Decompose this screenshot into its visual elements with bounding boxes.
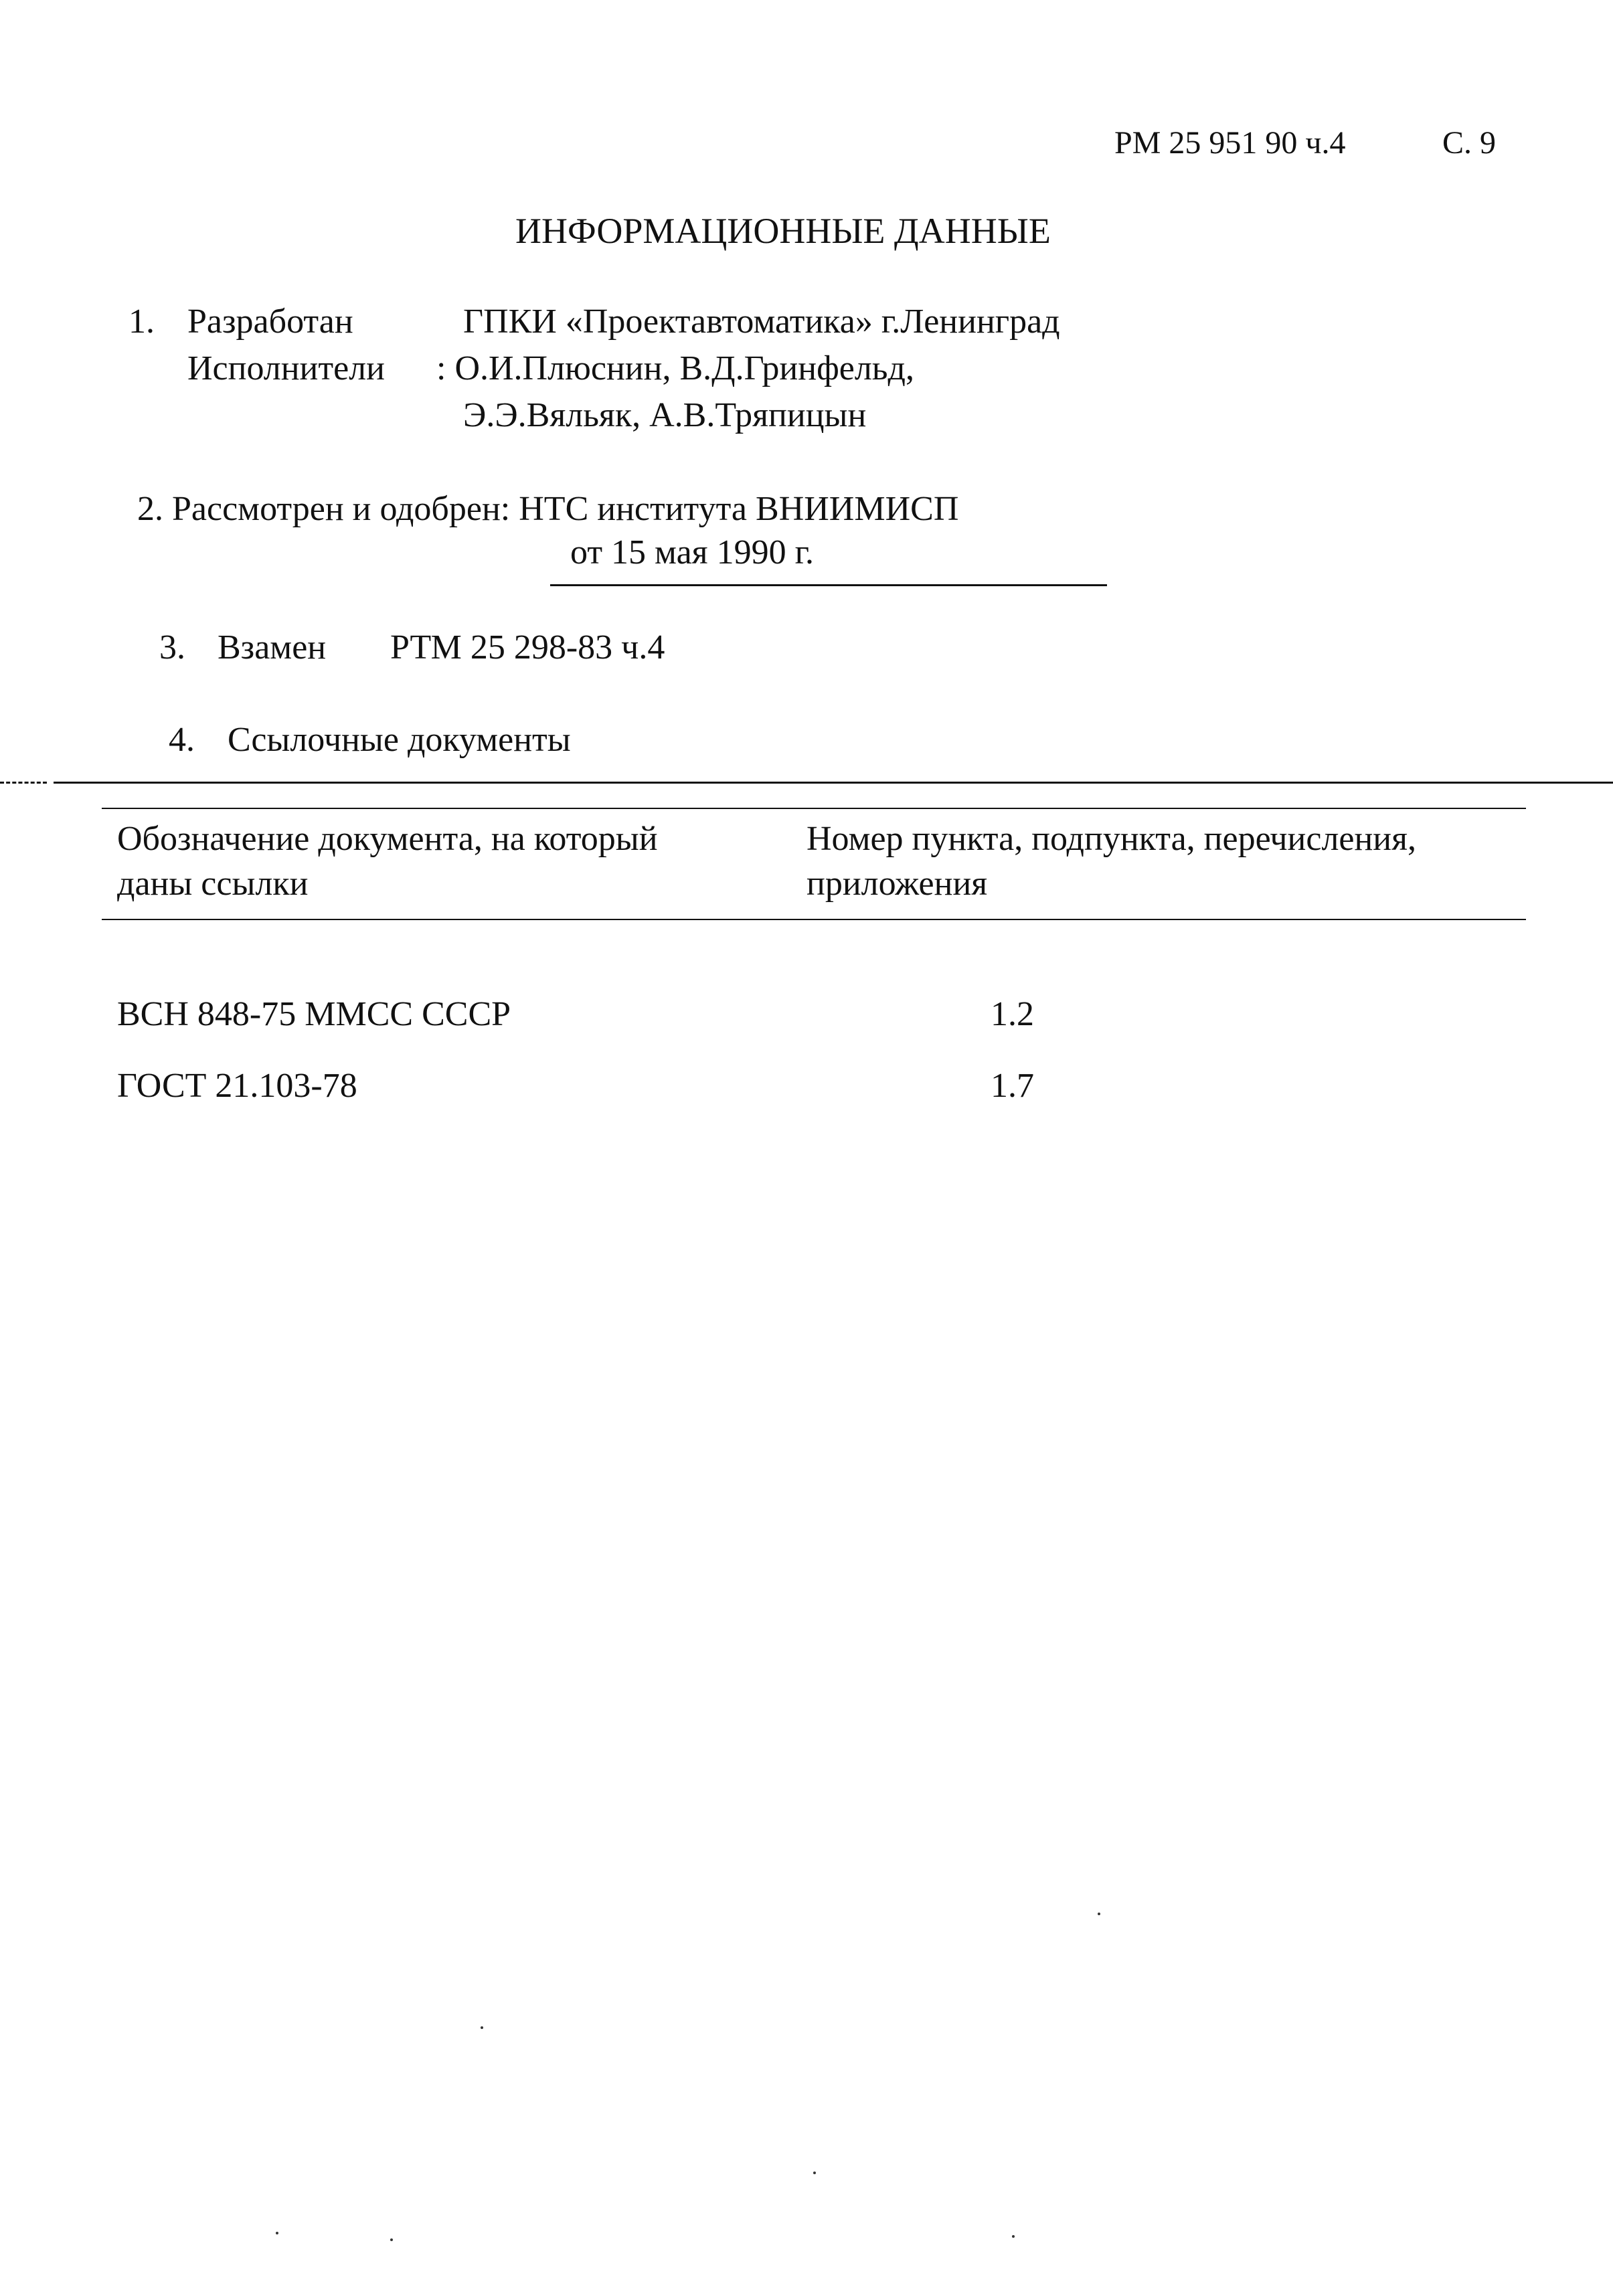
section2-text: 2. Рассмотрен и одобрен: НТС института ВНИИМИСП [137, 490, 959, 528]
table-header-doc-line1: Обозначение документа, на который [117, 820, 658, 858]
section1-executors-label: Исполнители [187, 349, 385, 387]
page-divider [54, 782, 1613, 784]
page-number: С. 9 [1442, 125, 1497, 161]
table-header-doc-line2: даны ссылки [117, 865, 309, 903]
section1-number: 1. [129, 302, 155, 341]
page-title: ИНФОРМАЦИОННЫЕ ДАННЫЕ [515, 211, 1051, 251]
section4-label: Ссылочные документы [228, 721, 571, 759]
section1-label: Разработан [187, 302, 353, 341]
section4-number: 4. [169, 721, 195, 759]
section3-number: 3. [159, 628, 185, 667]
section3-value: РТМ 25 298-83 ч.4 [390, 628, 665, 667]
table-cell-ref: 1.2 [991, 995, 1034, 1033]
table-header-rule [102, 919, 1526, 920]
section3-label: Взамен [218, 628, 327, 667]
scan-speck [1012, 2235, 1015, 2238]
section1-executors-line2: Э.Э.Вяльяк, А.В.Тряпицын [463, 396, 867, 434]
section1-developer: ГПКИ «Проектавтоматика» г.Ленинград [463, 302, 1060, 341]
section2-date: от 15 мая 1990 г. [570, 533, 815, 571]
scan-speck [813, 2172, 816, 2174]
table-top-rule [102, 808, 1526, 809]
scan-speck [390, 2238, 393, 2241]
page-divider-left [0, 782, 47, 784]
table-header-ref-line2: приложения [806, 865, 988, 903]
scan-speck [276, 2232, 278, 2234]
section2-date-underline [550, 584, 1107, 586]
section1-executors-line1: : О.И.Плюснин, В.Д.Гринфельд, [436, 349, 914, 387]
doc-code: РМ 25 951 90 ч.4 [1114, 125, 1346, 161]
scan-speck [481, 2026, 483, 2029]
scan-speck [1098, 1913, 1100, 1915]
table-header-ref-line1: Номер пункта, подпункта, перечисления, [806, 820, 1417, 858]
table-cell-doc: ВСН 848-75 ММСС СССР [117, 995, 511, 1033]
table-cell-doc: ГОСТ 21.103-78 [117, 1067, 357, 1105]
table-cell-ref: 1.7 [991, 1067, 1034, 1105]
